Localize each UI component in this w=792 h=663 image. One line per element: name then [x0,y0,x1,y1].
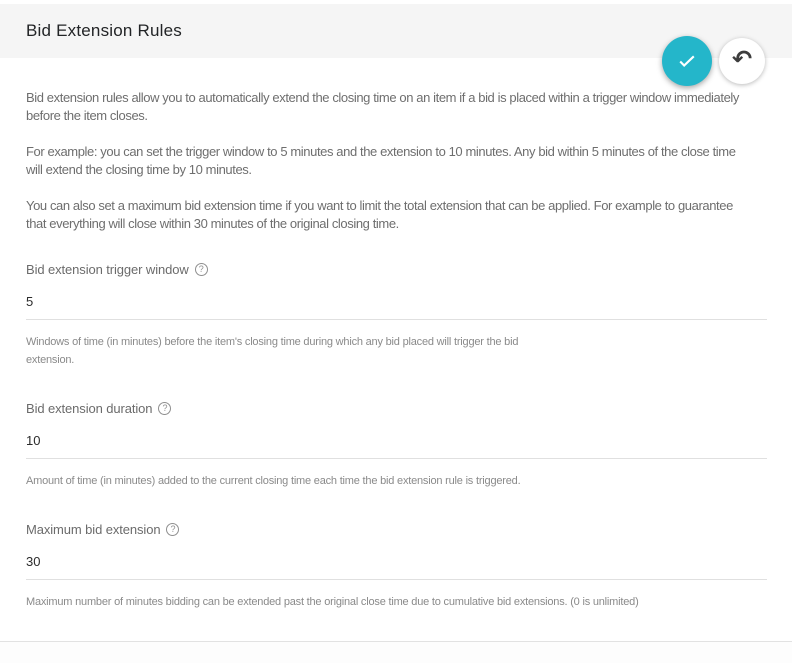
field-label [26,262,767,277]
field-label-text: Maximum bid extension [26,522,161,537]
check-icon [676,50,698,72]
field-label [26,522,767,537]
field-label-text: Bid extension duration [26,401,153,416]
field-trigger-window [26,262,767,369]
field-helper-text: Windows of time (in minutes) before the item's closing time during which any bid placed will trigger the bid extension. [26,336,519,366]
bottom-divider [0,641,792,663]
field-extension-duration [26,401,767,490]
intro-paragraph-1: Bid extension rules allow you to automatically extend the closing time on an item if a bid is placed within a trigger window immediately before the item closes. [26,90,739,123]
extension-duration-input[interactable] [26,433,767,459]
help-icon[interactable]: ? [158,402,171,415]
intro-paragraph-3: You can also set a maximum bid extension time if you want to limit the total extension that can be applied. For example to guarantee that everything will close within 30 minutes of the original closing time. [26,198,733,231]
field-maximum-extension [26,522,767,611]
intro-paragraph-2: For example: you can set the trigger window to 5 minutes and the extension to 10 minutes. Any bid within 5 minutes of the close time will extend the closing time by 10 minutes. [26,144,736,177]
undo-icon: ↶ [731,45,753,73]
page-title: Bid Extension Rules [26,21,182,40]
field-helper-text: Maximum number of minutes bidding can be extended past the original close time due to cumulative bid extensions. (0 is unlimited) [26,596,639,608]
field-helper-text: Amount of time (in minutes) added to the current closing time each time the bid extension rule is triggered. [26,475,521,487]
help-icon[interactable]: ? [195,263,208,276]
settings-panel [0,89,792,611]
help-icon[interactable]: ? [166,523,179,536]
save-button[interactable] [662,36,712,86]
field-label-text: Bid extension trigger window [26,262,189,277]
field-label [26,401,767,416]
trigger-window-input[interactable] [26,294,767,320]
maximum-extension-input[interactable] [26,554,767,580]
action-buttons [662,36,765,86]
undo-button[interactable] [719,38,765,84]
